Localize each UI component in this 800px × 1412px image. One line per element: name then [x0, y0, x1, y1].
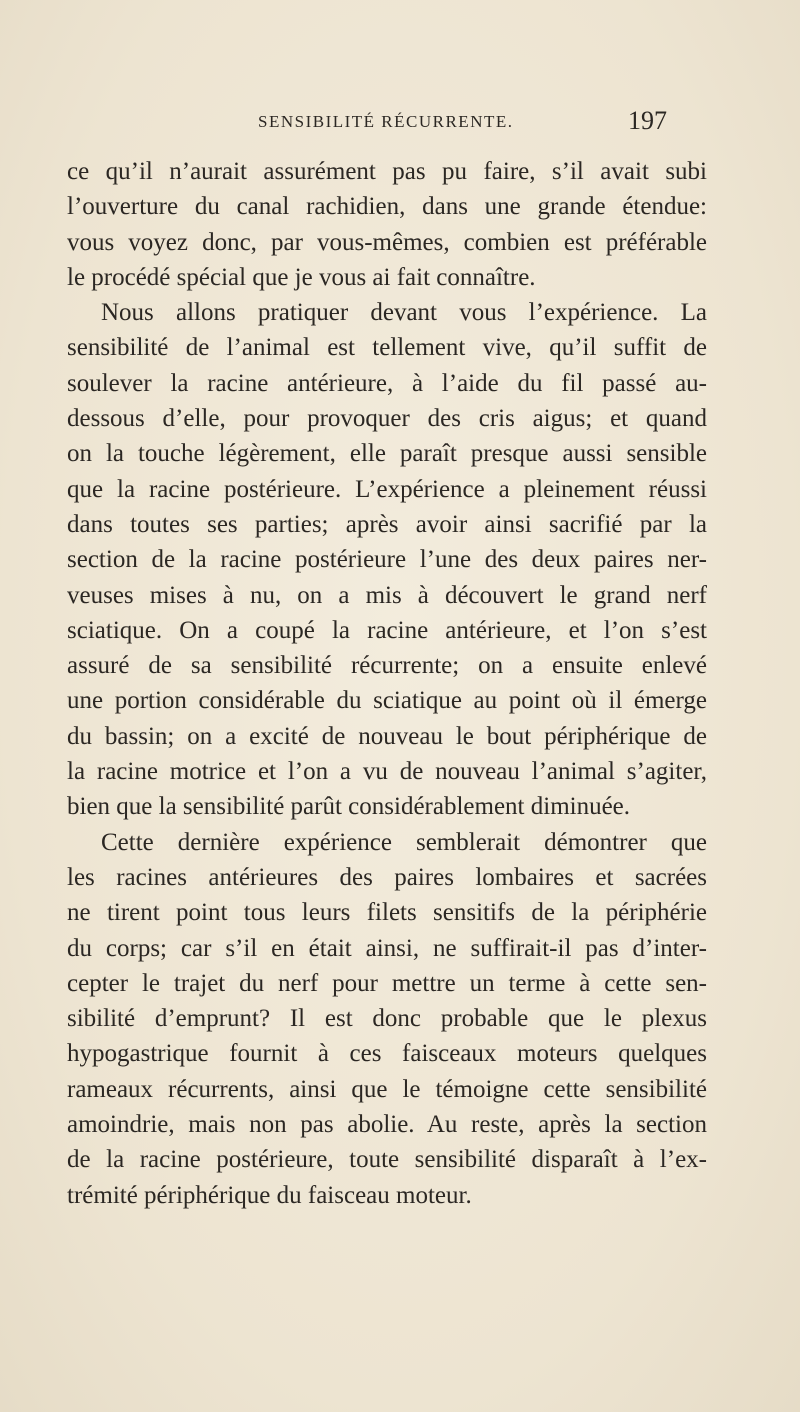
- text-line: Nous allons pratiquer devant vous l’expérience. La: [101, 299, 707, 327]
- text-line: soulever la racine antérieure, à l’aide du fil passé au-: [67, 369, 707, 397]
- text-line: le procédé spécial que je vous ai fait connaître.: [67, 263, 536, 291]
- text-line: section de la racine postérieure l’une des deux paires ner-: [67, 546, 707, 574]
- text-line: veuses mises à nu, on a mis à découvert le grand nerf: [67, 581, 707, 609]
- text-line: assuré de sa sensibilité récurrente; on a ensuite enlevé: [67, 652, 707, 680]
- text-line: bien que la sensibilité parût considérablement diminuée.: [67, 793, 631, 821]
- running-head: SENSIBILITÉ RÉCURRENTE.: [258, 112, 514, 131]
- text-line: du bassin; on a excité de nouveau le bout périphérique de: [67, 722, 707, 750]
- text-line: une portion considérable du sciatique au point où il émerge: [67, 687, 707, 715]
- text-line: que la racine postérieure. L’expérience a pleinement réussi: [67, 475, 707, 503]
- text-line: on la touche légèrement, elle paraît presque aussi sensible: [67, 440, 707, 468]
- text-line: cepter le trajet du nerf pour mettre un terme à cette sen-: [67, 969, 707, 997]
- text-line: sibilité d’emprunt? Il est donc probable que le plexus: [67, 1005, 707, 1033]
- text-line: hypogastrique fournit à ces faisceaux moteurs quelques: [67, 1040, 707, 1068]
- text-line: du corps; car s’il en était ainsi, ne suffirait-il pas d’inter-: [67, 934, 707, 962]
- text-line: la racine motrice et l’on a vu de nouveau l’animal s’agiter,: [67, 758, 707, 786]
- text-line: sciatique. On a coupé la racine antérieure, et l’on s’est: [67, 616, 707, 644]
- text-line: ne tirent point tous leurs filets sensitifs de la périphérie: [67, 899, 707, 927]
- text-line: l’ouverture du canal rachidien, dans une grande étendue:: [67, 193, 707, 221]
- text-line: rameaux récurrents, ainsi que le témoigne cette sensibilité: [67, 1075, 707, 1103]
- text-line: sensibilité de l’animal est tellement vive, qu’il suffit de: [67, 334, 707, 362]
- page-number: 197: [628, 106, 667, 135]
- text-line: les racines antérieures des paires lombaires et sacrées: [67, 863, 707, 891]
- text-line: ce qu’il n’aurait assurément pas pu faire, s’il avait subi: [67, 158, 707, 185]
- text-line: vous voyez donc, par vous-mêmes, combien est préférable: [67, 228, 707, 256]
- text-line: Cette dernière expérience semblerait démontrer que: [101, 828, 707, 856]
- body-text: [67, 154, 707, 1213]
- page-header: [0, 106, 800, 142]
- text-line: trémité périphérique du faisceau moteur.: [67, 1181, 472, 1209]
- text-line: dessous d’elle, pour provoquer des cris aigus; et quand: [67, 405, 707, 433]
- text-line: dans toutes ses parties; après avoir ainsi sacrifié par la: [67, 510, 707, 538]
- text-line: de la racine postérieure, toute sensibilité disparaît à l’ex-: [67, 1146, 707, 1174]
- text-line: amoindrie, mais non pas abolie. Au reste, après la section: [67, 1111, 707, 1139]
